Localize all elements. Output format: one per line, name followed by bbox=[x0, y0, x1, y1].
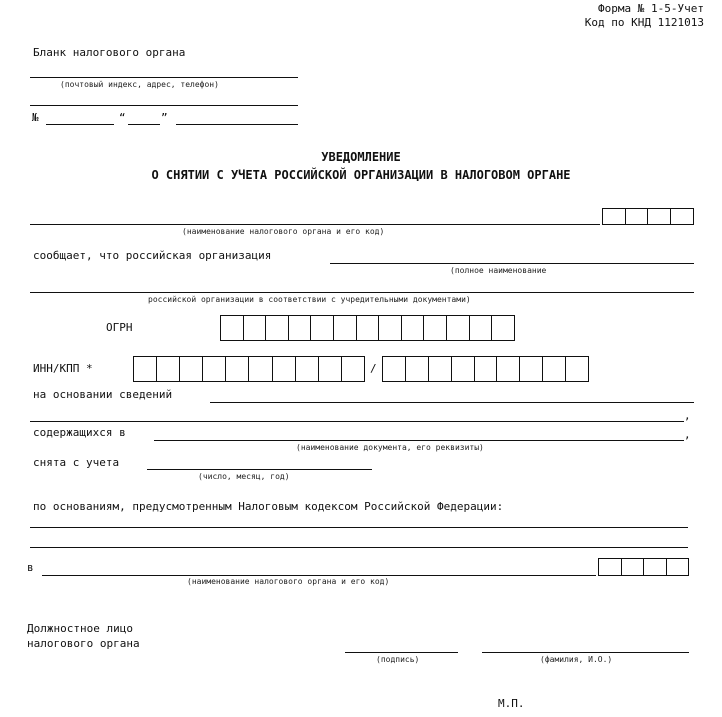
kpp-cell[interactable] bbox=[429, 357, 452, 381]
document-comma: , bbox=[684, 428, 691, 441]
inn-cell[interactable] bbox=[342, 357, 364, 381]
tax-authority-hint-2: (наименование налогового органа и его код) bbox=[187, 577, 390, 586]
code-cell[interactable] bbox=[599, 559, 622, 575]
inn-cell[interactable] bbox=[273, 357, 296, 381]
name-hint: (фамилия, И.О.) bbox=[540, 655, 613, 664]
new-tax-authority-line[interactable] bbox=[42, 575, 596, 576]
title-line-1: УВЕДОМЛЕНИЕ bbox=[321, 150, 401, 164]
ogrn-cell[interactable] bbox=[470, 316, 493, 340]
kpp-cell[interactable] bbox=[497, 357, 520, 381]
kpp-cell[interactable] bbox=[566, 357, 588, 381]
inn-cell[interactable] bbox=[296, 357, 319, 381]
basis-label: на основании сведений bbox=[33, 388, 173, 401]
contained-label: содержащихся в bbox=[33, 426, 126, 439]
code-cell[interactable] bbox=[622, 559, 645, 575]
ogrn-cell[interactable] bbox=[424, 316, 447, 340]
ogrn-cell[interactable] bbox=[334, 316, 357, 340]
basis-line[interactable] bbox=[210, 402, 694, 403]
inn-cell[interactable] bbox=[226, 357, 249, 381]
kpp-cell[interactable] bbox=[520, 357, 543, 381]
grounds-line[interactable] bbox=[30, 527, 688, 528]
inn-cell[interactable] bbox=[319, 357, 342, 381]
inn-cell[interactable] bbox=[203, 357, 226, 381]
code-cell[interactable] bbox=[648, 209, 671, 224]
blank-label: Бланк налогового органа bbox=[33, 46, 186, 59]
in-label: в bbox=[27, 561, 34, 574]
date-hint: (число, месяц, год) bbox=[198, 472, 290, 481]
day-field[interactable] bbox=[128, 124, 160, 125]
kpp-cell[interactable] bbox=[383, 357, 406, 381]
ogrn-cell[interactable] bbox=[447, 316, 470, 340]
new-tax-authority-code-cells[interactable] bbox=[598, 558, 689, 576]
form-number: Форма № 1-5-Учет bbox=[598, 2, 704, 15]
date-field[interactable] bbox=[176, 124, 298, 125]
ogrn-cell[interactable] bbox=[311, 316, 334, 340]
kpp-cell[interactable] bbox=[543, 357, 566, 381]
document-hint: (наименование документа, его реквизиты) bbox=[296, 443, 484, 452]
kpp-cells[interactable] bbox=[382, 356, 589, 382]
kpp-cell[interactable] bbox=[452, 357, 475, 381]
full-name-hint-2: российской организации в соответствии с учредительными документами) bbox=[148, 295, 471, 304]
ogrn-label: ОГРН bbox=[106, 321, 133, 334]
official-line-1: Должностное лицо bbox=[27, 622, 133, 635]
address-hint: (почтовый индекс, адрес, телефон) bbox=[60, 80, 219, 89]
name-line[interactable] bbox=[482, 652, 689, 653]
ogrn-cell[interactable] bbox=[266, 316, 289, 340]
stamp-label: М.П. bbox=[498, 697, 525, 710]
kpp-cell[interactable] bbox=[475, 357, 498, 381]
signature-hint: (подпись) bbox=[376, 655, 420, 664]
inn-cell[interactable] bbox=[180, 357, 203, 381]
title-line-2: О СНЯТИИ С УЧЕТА РОССИЙСКОЙ ОРГАНИЗАЦИИ В НАЛОГОВОМ ОРГАНЕ bbox=[151, 168, 571, 182]
number-sign: № bbox=[32, 111, 39, 124]
inn-cell[interactable] bbox=[157, 357, 180, 381]
ogrn-cell[interactable] bbox=[402, 316, 425, 340]
signature-line[interactable] bbox=[345, 652, 458, 653]
address-line[interactable] bbox=[30, 77, 298, 78]
number-field[interactable] bbox=[46, 124, 114, 125]
reports-label: сообщает, что российская организация bbox=[33, 249, 272, 262]
quote-open: “ bbox=[119, 111, 126, 124]
ogrn-cell[interactable] bbox=[289, 316, 312, 340]
code-cell[interactable] bbox=[603, 209, 626, 224]
deregistered-label: снята с учета bbox=[33, 456, 120, 469]
address-line-2[interactable] bbox=[30, 105, 298, 106]
tax-authority-code-cells[interactable] bbox=[602, 208, 694, 225]
inn-cells[interactable] bbox=[133, 356, 365, 382]
basis-line-2[interactable] bbox=[30, 421, 684, 422]
code-cell[interactable] bbox=[644, 559, 667, 575]
inn-cell[interactable] bbox=[249, 357, 272, 381]
ogrn-cell[interactable] bbox=[221, 316, 244, 340]
official-line-2: налогового органа bbox=[27, 637, 140, 650]
grounds-line-2[interactable] bbox=[30, 547, 688, 548]
code-cell[interactable] bbox=[671, 209, 693, 224]
code-cell[interactable] bbox=[626, 209, 649, 224]
document-line[interactable] bbox=[154, 440, 684, 441]
grounds-label: по основаниям, предусмотренным Налоговым кодексом Российской Федерации: bbox=[33, 500, 504, 513]
org-name-line[interactable] bbox=[330, 263, 694, 264]
full-name-hint: (полное наименование bbox=[450, 266, 547, 275]
ogrn-cell[interactable] bbox=[379, 316, 402, 340]
tax-authority-line[interactable] bbox=[30, 224, 600, 225]
code-cell[interactable] bbox=[667, 559, 689, 575]
ogrn-cell[interactable] bbox=[357, 316, 380, 340]
ogrn-cells[interactable] bbox=[220, 315, 515, 341]
knd-code: Код по КНД 1121013 bbox=[584, 16, 704, 29]
kpp-cell[interactable] bbox=[406, 357, 429, 381]
tax-authority-hint: (наименование налогового органа и его код) bbox=[182, 227, 385, 236]
ogrn-cell[interactable] bbox=[244, 316, 267, 340]
inn-kpp-slash: / bbox=[370, 362, 377, 375]
org-name-line-2[interactable] bbox=[30, 292, 694, 293]
ogrn-cell[interactable] bbox=[492, 316, 514, 340]
inn-cell[interactable] bbox=[134, 357, 157, 381]
quote-close: ” bbox=[161, 111, 168, 124]
basis-comma: , bbox=[684, 409, 691, 422]
inn-kpp-label: ИНН/КПП * bbox=[33, 362, 93, 375]
date-deregistered-line[interactable] bbox=[147, 469, 372, 470]
